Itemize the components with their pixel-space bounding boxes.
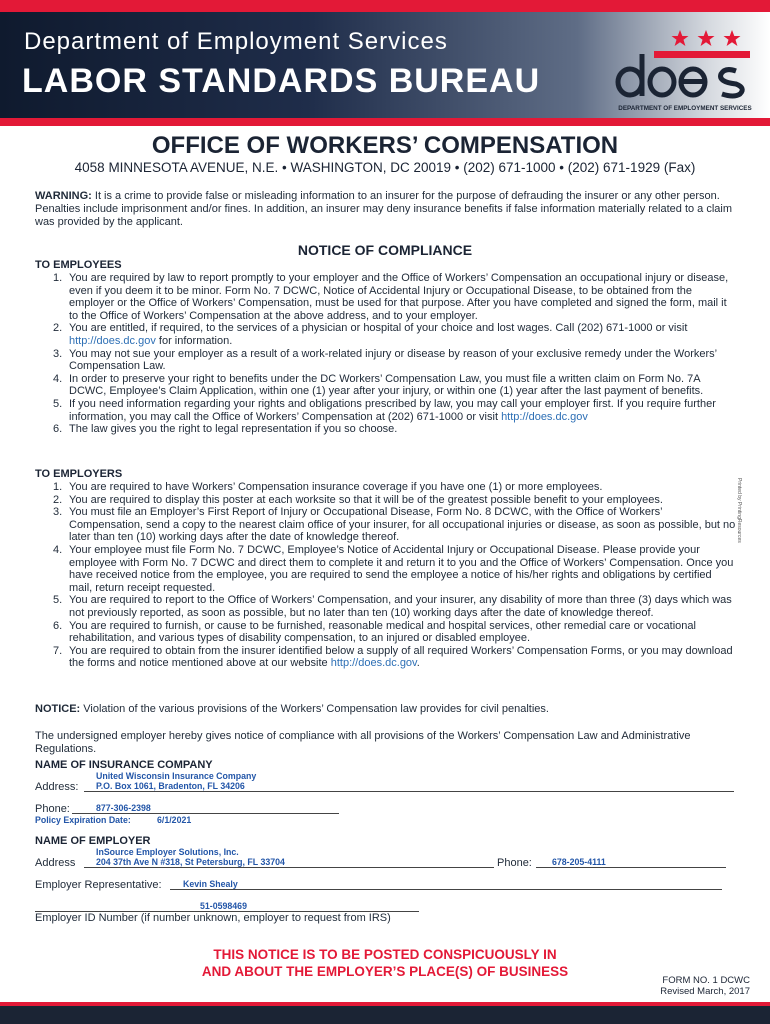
employer-duty-item-text: You are required to obtain from the insurer identified below a supply of all required Workers’ Compensation Forms, or you may download the forms and notice mentioned above at our website [69,644,733,670]
undersigned-statement: The undersigned employer hereby gives notice of compliance with all provisions of the Workers’ Compensation Law and Administrative Regulations. [35,730,691,756]
employer-duty-item-text: You are required to report to the Office of Workers’ Compensation, and your insurer, any disability of more than three (3) days which was not previously reported, as soon as possible, but no later than ten (10) working days after the date of knowledge thereof. [69,594,732,619]
employer-duty-item [35,494,737,507]
employer-duty-item [35,481,737,494]
employee-duty-item-text: You may not sue your employer as a result of a work-related injury or disease by reason of your exclusive remedy under the Workers’ Compensation Law. [69,347,717,373]
employer-duty-item [35,544,737,594]
warning-label: WARNING: [35,190,92,202]
employee-duty-item [35,272,737,322]
penalty-notice-text: Violation of the various provisions of the Workers’ Compensation law provides for civil penalties. [80,703,549,715]
employer-duty-item [35,645,737,670]
policy-expiration-value[interactable]: 6/1/2021 [157,815,192,825]
employer-duty-item-number: 2. [53,493,63,506]
employee-duty-item-number: 3. [53,347,63,360]
employer-duty-item-number: 7. [53,644,63,657]
website-link[interactable]: http://does.dc.gov [330,657,417,670]
website-link[interactable]: http://does.dc.gov [69,334,156,347]
employee-duty-item-text: The law gives you the right to legal representation if you so choose. [69,423,398,436]
svg-text:DEPARTMENT OF EMPLOYMENT SERVI: DEPARTMENT OF EMPLOYMENT SERVICES [618,105,752,112]
header-red-bar [0,118,770,126]
employer-heading: NAME OF EMPLOYER [35,835,151,847]
employer-phone-value[interactable]: 678-205-4111 [552,857,606,867]
employee-duty-item [35,423,737,436]
top-red-bar [0,0,770,12]
employee-duty-item-number: 4. [53,372,63,385]
office-title: OFFICE OF WORKERS’ COMPENSATION [151,132,619,159]
footer-navy-bar [0,1006,770,1024]
employers-list [35,481,737,670]
employer-phone-label: Phone: [497,857,532,869]
website-link[interactable]: http://does.dc.gov [501,410,588,423]
insurance-phone-label: Phone: [35,803,70,815]
form-number: FORM NO. 1 DCWC [662,975,750,986]
notice-of-compliance-title: NOTICE OF COMPLIANCE [297,242,473,258]
employer-id-value[interactable]: 51-0598469 [200,901,247,911]
employer-duty-item-text-end: . [416,657,420,670]
posting-notice-line-1: THIS NOTICE IS TO BE POSTED CONSPICUOUSLY IN [213,947,557,962]
insurance-address-label: Address: [35,781,79,793]
employee-duty-item-text: You are entitled, if required, to the services of a physician or hospital of your choice and lost wages. Call (202) 671-1000 or visit [69,322,688,335]
employer-rep-label: Employer Representative: [35,879,162,891]
employer-duty-item-text: You must file an Employer’s First Report of Injury or Occupational Disease, Form No. 8 DCWC, with the Office of Workers’ Compensation, send a copy to the nearest claim office of your insurer, for all occupational injuries or disease, as soon as possible, but no later than ten (10) working days after the date of knowledge thereof. [69,506,736,544]
warning-paragraph [35,190,735,230]
insurance-heading: NAME OF INSURANCE COMPANY [35,759,213,771]
employee-duty-item-number: 2. [53,322,63,335]
insurance-name-value[interactable]: United Wisconsin Insurance Company [96,771,257,781]
department-name: Department of Employment Services [24,28,448,55]
posting-notice-line-2: AND ABOUT THE EMPLOYER’S PLACE(S) OF BUSINESS [201,964,569,979]
employee-duty-item-text: If you need information regarding your rights and obligations prescribed by law, you may call your employer first. If you require further information, you may call the Office of Workers’ Compensation at (202) 671-1000 or visit [69,397,716,423]
employee-duty-item [35,348,737,373]
employer-id-label: Employer ID Number (if number unknown, employer to request from IRS) [35,912,391,924]
employer-duty-item [35,620,737,645]
employer-duty-item-text: You are required to furnish, or cause to be furnished, reasonable medical and hospital services, other remedial care or vocational rehabilitation, and various types of disability compensation, to an injured or disabled employee. [69,619,696,645]
penalty-notice-label: NOTICE: [35,703,81,715]
employee-duty-item-number: 1. [53,272,63,284]
employer-address-value[interactable]: 204 37th Ave N #318, St Petersburg, FL 33704 [96,857,285,867]
policy-expiration-label: Policy Expiration Date: [35,815,131,825]
employer-address-line [84,867,494,868]
employees-heading: TO EMPLOYEES [35,259,122,271]
employer-duty-item-text: Your employee must file Form No. 7 DCWC, Employee’s Notice of Accidental Injury or Occupational Disease. Please provide your employee with Form No. 7 DCWC and direct them to complete it and return it to you and the Office of Workers’ Compensation. Once you have received notice from the employee, you are required to send the employee a notice of his/her rights and obligations by certified mail, return receipt requested. [69,543,734,594]
employer-name-value[interactable]: InSource Employer Solutions, Inc. [96,847,239,857]
employer-phone-line [536,867,726,868]
employer-duty-item-text: You are required to have Workers’ Compensation insurance coverage if you have one (1) or more employees. [69,481,603,493]
employee-duty-item [35,322,737,347]
warning-text: It is a crime to provide false or misleading information to an insurer for the purpose of defrauding the insurer or any other person. Penalties include imprisonment and/or fines. In addition, an insurer may deny insurance benefits if false information materially related to a claim was provided by the applicant. [35,190,733,229]
employee-duty-item [35,373,737,398]
employer-address-label: Address [35,857,76,869]
insurance-address-line [84,791,734,792]
employer-rep-line [170,889,722,890]
revision-date: Revised March, 2017 [660,986,750,997]
employer-rep-value[interactable]: Kevin Shealy [183,879,238,889]
form-number-block [620,975,750,997]
penalty-notice [35,703,735,716]
employer-duty-item-number: 6. [53,619,63,632]
employer-duty-item-number: 1. [53,481,63,493]
employee-duty-item-text-end: for information. [155,334,233,347]
employees-list [35,272,737,436]
employer-duty-item-text: You are required to display this poster at each worksite so that it will be of the greatest possible benefit to your employees. [69,493,663,506]
printer-credit: Printed by PrintingResources [736,478,742,543]
employer-duty-item-number: 4. [53,543,63,556]
employer-duty-item-number: 3. [53,506,63,519]
employee-duty-item-text: You are required by law to report promptly to your employer and the Office of Workers’ Compensation an occupational injury or disease, even if you deem it to be minor. Form No. 7 DCWC, Notice of Accidental Injury or Occupational Disease, to be obtained from the employer or the Office of Workers’ Compensation, must be used for that purpose. After you have completed and signed the form, mail it to the Office of Workers’ Compensation at the above address, and to your employer. [69,272,729,322]
employer-duty-item-number: 5. [53,594,63,607]
insurance-phone-line [72,813,339,814]
employee-duty-item [35,398,737,423]
employer-duty-item [35,594,737,619]
employee-duty-item-number: 5. [53,397,63,410]
employee-duty-item-number: 6. [53,423,63,436]
employers-heading: TO EMPLOYERS [35,468,123,480]
office-address: 4058 MINNESOTA AVENUE, N.E. • WASHINGTON, DC 20019 • (202) 671-1000 • (202) 671-1929 (Fax) [74,160,696,175]
does-logo [610,24,760,114]
insurance-phone-value[interactable]: 877-306-2398 [96,803,151,813]
insurance-address-value[interactable]: P.O. Box 1061, Bradenton, FL 34206 [96,781,245,791]
employee-duty-item-text: In order to preserve your right to benefits under the DC Workers’ Compensation Law, you must file a written claim on Form No. 7A DCWC, Employee’s Claim Application, within one (1) year after your injury, or within one (1) year after the last payment of benefits. [69,372,704,398]
bureau-name: LABOR STANDARDS BUREAU [22,62,541,100]
stars-icon [672,30,741,46]
employer-duty-item [35,506,737,544]
